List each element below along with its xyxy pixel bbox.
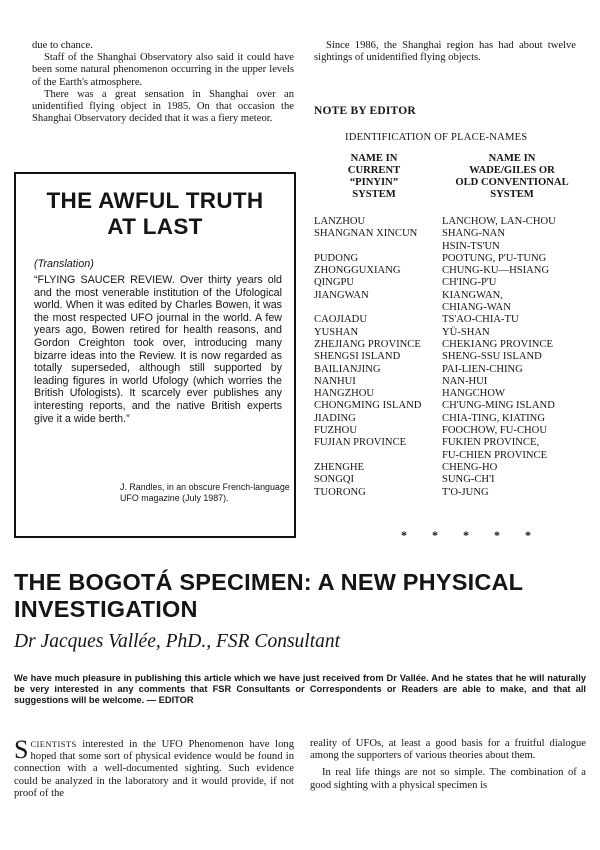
paragraph: due to chance. bbox=[32, 40, 93, 51]
wade-giles-name: HANGCHOW bbox=[442, 388, 505, 400]
wade-giles-name: PAI-LIEN-CHING bbox=[442, 363, 523, 375]
wade-giles-name: CHEKIANG PROVINCE bbox=[442, 338, 553, 350]
wade-giles-name: FOOCHOW, FU-CHOU bbox=[442, 425, 547, 437]
place-name-row bbox=[314, 351, 590, 363]
article-body-right bbox=[310, 738, 586, 792]
quoted-text: “FLYING SAUCER REVIEW. Over thirty years old and the most venerable institution of the Ufological world. When it was edited by Charles Bowen, it was the most respected UFO journal in the world. A few years ago, Bowen retired for health reasons, and Gordon Creighton took over, introducing many bizarre ideas into the Review. It is now regarded as totally superseded, although still supported by leading figures in world Ufology (which worries the British Ufologists). It scarcely ever publishes any interesting reports, and the native British experts give it a wide berth.” bbox=[34, 274, 282, 425]
header-line: SYSTEM bbox=[352, 189, 396, 200]
pinyin-name: JIANGWAN bbox=[314, 289, 369, 301]
pinyin-name: PUDONG bbox=[314, 252, 359, 264]
place-name-row bbox=[314, 425, 590, 437]
wade-giles-name: CHIANG-WAN bbox=[442, 302, 511, 314]
box-title-line: THE AWFUL TRUTH bbox=[46, 188, 264, 213]
paragraph: Staff of the Shanghai Observatory also said it could have been some natural phenomenon occurring in the upper levels of the Earth's atmosphere. bbox=[32, 52, 294, 88]
place-name-row bbox=[314, 277, 590, 289]
wade-giles-name: CHENG-HO bbox=[442, 461, 498, 473]
place-name-row bbox=[314, 314, 590, 326]
box-title-line: AT LAST bbox=[107, 214, 203, 239]
place-name-row bbox=[314, 253, 590, 265]
continued-article-text-right bbox=[314, 40, 576, 64]
place-name-row bbox=[314, 474, 590, 486]
pinyin-name: ZHEJIANG PROVINCE bbox=[314, 338, 421, 350]
pinyin-name: YUSHAN bbox=[314, 326, 359, 338]
editor-note-heading: NOTE BY EDITOR bbox=[314, 105, 416, 117]
paragraph: Since 1986, the Shanghai region has had about twelve sightings of unidentified flying objects. bbox=[314, 40, 576, 64]
wade-giles-name: CH'ING-P'U bbox=[442, 277, 497, 289]
place-name-row bbox=[314, 437, 590, 449]
place-name-row bbox=[314, 487, 590, 499]
place-name-row bbox=[314, 339, 590, 351]
wade-giles-name: CHUNG-KU—HSIANG bbox=[442, 265, 550, 277]
place-name-row bbox=[314, 413, 590, 425]
pinyin-name: ZHONGGUXIANG bbox=[314, 265, 401, 277]
place-name-row bbox=[314, 400, 590, 412]
pinyin-name: SONGQI bbox=[314, 474, 355, 486]
article-byline: Dr Jacques Vallée, PhD., FSR Consultant bbox=[14, 631, 341, 652]
header-line: CURRENT bbox=[347, 165, 401, 176]
continued-article-text bbox=[32, 40, 294, 125]
section-separator: * * * * * bbox=[401, 528, 542, 542]
wade-giles-name: LANCHOW, LAN-CHOU bbox=[442, 216, 556, 227]
place-name-row bbox=[314, 228, 590, 240]
pinyin-name: QINGPU bbox=[314, 277, 355, 289]
pinyin-name: BAILIANJING bbox=[314, 363, 381, 375]
header-line: NAME IN bbox=[488, 153, 536, 164]
place-name-row bbox=[314, 290, 590, 302]
translation-label: (Translation) bbox=[34, 258, 94, 270]
place-names-table bbox=[314, 216, 590, 499]
article-title: THE BOGOTÁ SPECIMEN: A NEW PHYSICAL INVESTIGATION bbox=[14, 569, 523, 622]
wade-giles-name: YÜ-SHAN bbox=[442, 326, 490, 338]
wade-giles-name: FUKIEN PROVINCE, bbox=[442, 437, 540, 449]
pinyin-name: CAOJIADU bbox=[314, 314, 367, 326]
wade-giles-name: SUNG-CH'I bbox=[442, 474, 495, 486]
wade-giles-name: SHANG-NAN bbox=[442, 228, 505, 240]
header-line: WADE/GILES OR bbox=[469, 165, 555, 176]
place-name-row bbox=[314, 302, 590, 314]
pinyin-name: LANZHOU bbox=[314, 216, 366, 227]
wade-giles-name: HSIN-TS'UN bbox=[442, 240, 500, 252]
pinyin-name: FUZHOU bbox=[314, 425, 357, 437]
wade-giles-name: CHIA-TING, KIATING bbox=[442, 412, 545, 424]
pinyin-name: ZHENGHE bbox=[314, 461, 365, 473]
paragraph: reality of UFOs, at least a good basis for a fruitful dialogue among the supporters of various theories about them. bbox=[310, 738, 586, 762]
header-line: OLD CONVENTIONAL bbox=[455, 177, 569, 188]
paragraph-text: interested in the UFO Phenomenon have long hoped that some sort of physical evidence would be found in connection with a well-documented sighting. Such evidence could be analyzed in the laboratory and it would provide, if not proof of the bbox=[14, 739, 294, 799]
awful-truth-box bbox=[14, 172, 296, 538]
quote-attribution: J. Randles, in an obscure French-language UFO magazine (July 1987). bbox=[120, 482, 290, 503]
pinyin-column-header bbox=[314, 153, 434, 201]
place-name-row bbox=[314, 376, 590, 388]
pinyin-name: NANHUI bbox=[314, 375, 356, 387]
wade-giles-name: FU-CHIEN PROVINCE bbox=[442, 449, 548, 461]
place-names-heading: IDENTIFICATION OF PLACE-NAMES bbox=[345, 132, 528, 143]
article-body-left bbox=[14, 735, 294, 800]
pinyin-name: SHENGSI ISLAND bbox=[314, 351, 401, 363]
place-name-row bbox=[314, 216, 590, 228]
pinyin-name: FUJIAN PROVINCE bbox=[314, 437, 407, 449]
wade-giles-column-header bbox=[444, 153, 580, 201]
pinyin-name: CHONGMING ISLAND bbox=[314, 400, 422, 412]
pinyin-name: TUORONG bbox=[314, 486, 366, 498]
header-line: “PINYIN” bbox=[349, 177, 399, 188]
box-title bbox=[16, 188, 294, 240]
drop-cap: S bbox=[14, 735, 29, 764]
place-name-row bbox=[314, 450, 590, 462]
place-name-row bbox=[314, 364, 590, 376]
place-name-row bbox=[314, 241, 590, 253]
pinyin-name: JIADING bbox=[314, 412, 356, 424]
editor-intro: We have much pleasure in publishing this article which we have just received from Dr Vallée. And he states that he will naturally be very interested in any comments that FSR Consultants or Correspondents or Readers are able to make, and that all suggestions will be welcome. — EDITOR bbox=[14, 673, 586, 706]
wade-giles-name: KIANGWAN, bbox=[442, 289, 503, 301]
header-line: NAME IN bbox=[350, 153, 398, 164]
pinyin-name bbox=[314, 302, 442, 314]
pinyin-name bbox=[314, 450, 442, 462]
place-name-row bbox=[314, 327, 590, 339]
pinyin-name bbox=[314, 241, 442, 253]
small-caps-lead: CIENTISTS bbox=[30, 739, 77, 749]
paragraph: In real life things are not so simple. The combination of a good sighting with a physical specimen is bbox=[310, 767, 586, 791]
place-name-row bbox=[314, 265, 590, 277]
wade-giles-name: TS'AO-CHIA-TU bbox=[442, 314, 519, 326]
place-name-row bbox=[314, 388, 590, 400]
wade-giles-name: NAN-HUI bbox=[442, 375, 488, 387]
wade-giles-name: POOTUNG, P'U-TUNG bbox=[442, 252, 547, 264]
paragraph bbox=[14, 735, 294, 800]
paragraph: There was a great sensation in Shanghai over an unidentified flying object in 1985. On that occasion the Shanghai Observatory decided that it was a fiery meteor. bbox=[32, 88, 294, 125]
wade-giles-name: T'O-JUNG bbox=[442, 486, 489, 498]
header-line: SYSTEM bbox=[490, 189, 534, 200]
wade-giles-name: CH'UNG-MING ISLAND bbox=[442, 400, 555, 412]
pinyin-name: HANGZHOU bbox=[314, 388, 375, 400]
wade-giles-name: SHENG-SSU ISLAND bbox=[442, 351, 542, 363]
pinyin-name: SHANGNAN XINCUN bbox=[314, 228, 418, 240]
place-name-row bbox=[314, 462, 590, 474]
